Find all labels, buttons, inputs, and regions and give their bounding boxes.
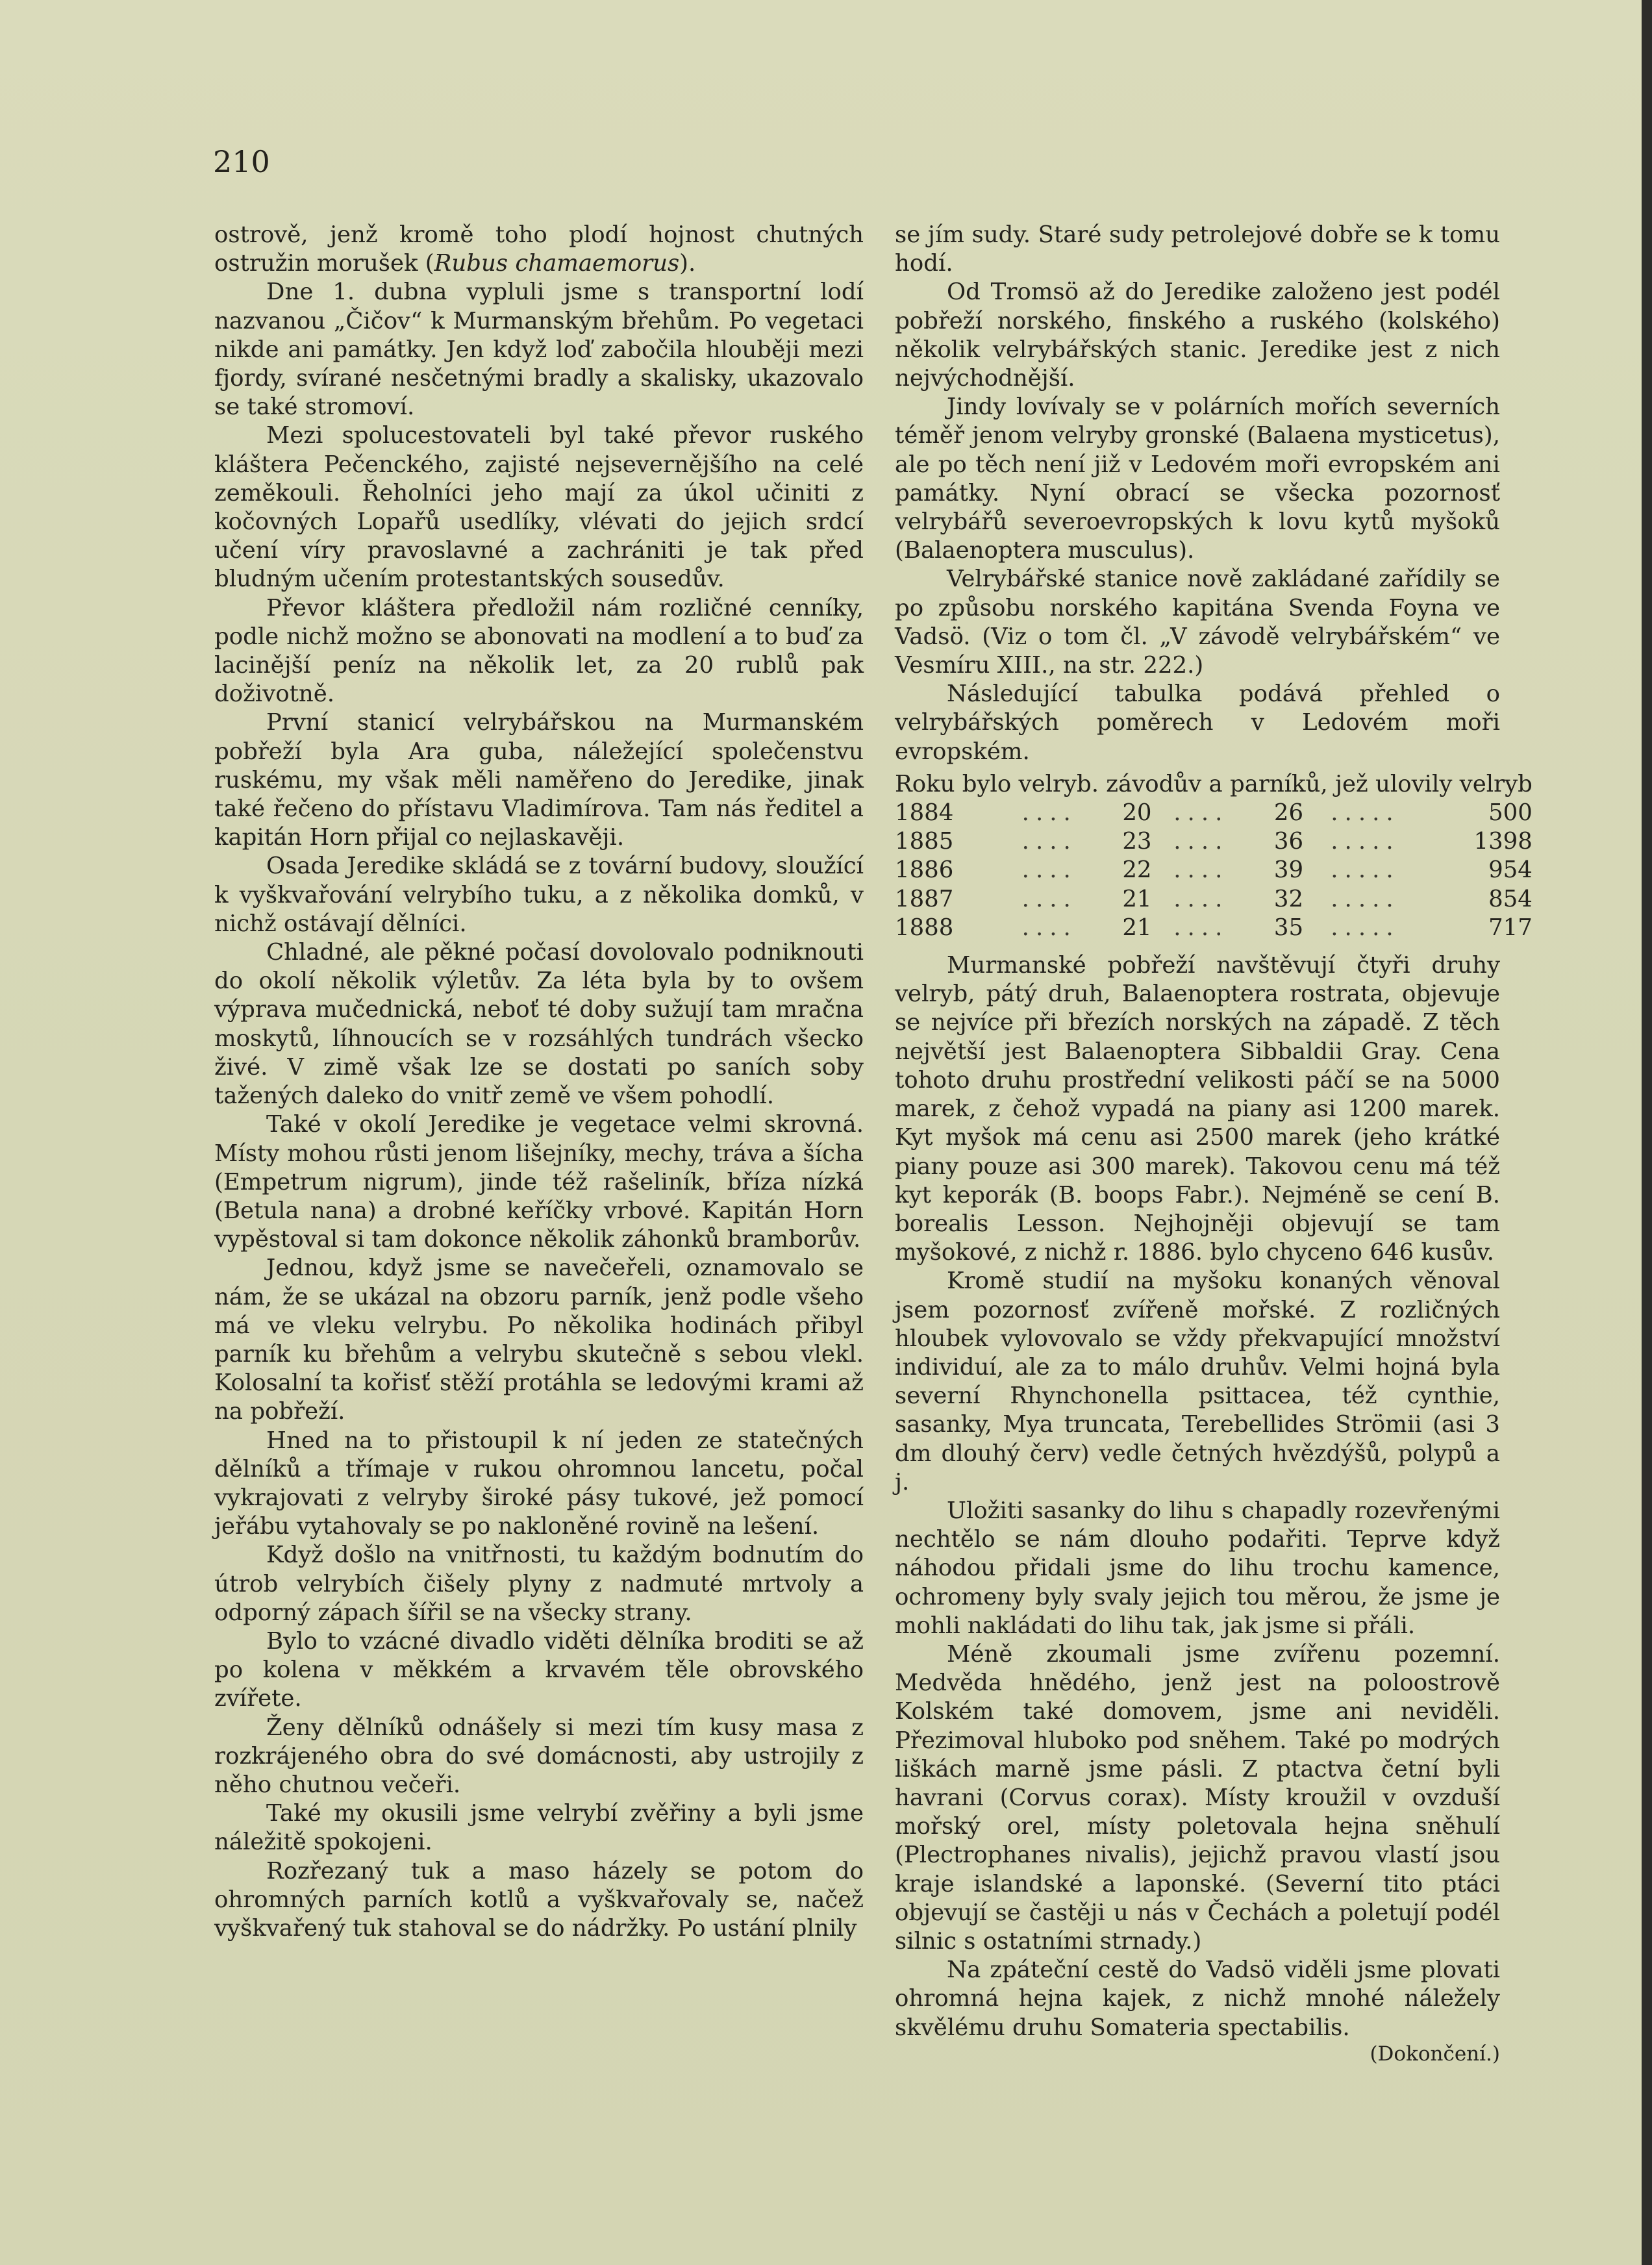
- leader-dots: ....: [1173, 828, 1229, 855]
- paragraph: Když došlo na vnitřnosti, tu každým bodnutím do útrob velrybích čišely plyny z nadmuté mrtvoly a odporný zápach šířil se na všecky strany.: [214, 1542, 864, 1626]
- paragraph: Murmanské pobřeží navštěvují čtyři druhy velryb, pátý druh, Balaenoptera rostrata, objevuje se nejvíce při březích norských na západě. Z těch největší jest Balaenoptera Sibbaldii Gray. Cena tohoto druhu prostřední velikosti páčí se na 5000 marek, z čehož vypadá na piany asi 1200 marek. Kyt myšok má cenu asi 2500 marek (jeho krátké piany pouze asi 300 marek). Takovou cenu má též kyt keporák (B. boops Fabr.). Nejméně se cení B. borealis Lesson. Nejhojněji objevují se tam myšokové, z nichž r. 1886. bylo chyceno 646 kusův.: [895, 952, 1500, 1266]
- paragraph: Také my okusili jsme velrybí zvěřiny a byli jsme náležitě spokojeni.: [214, 1800, 864, 1856]
- steamers-cell: 36: [1273, 828, 1304, 855]
- closing-note: (Dokončení.): [1370, 2042, 1500, 2066]
- steamers-cell: 39: [1273, 857, 1304, 884]
- year-cell: 1886: [895, 857, 954, 884]
- left-column: [214, 221, 864, 1943]
- leader-dots: ....: [1021, 885, 1077, 912]
- leader-dots: ....: [1021, 828, 1077, 855]
- whales-cell: 500: [1488, 799, 1533, 827]
- paragraph: Uložiti sasanky do lihu s chapadly rozevřenými nechtělo se nám dlouho podařiti. Teprve když náhodou přidali jsme do lihu trochu kamence, ochromeny byly svaly jejich tou měrou, že jsme je mohli nakládati do lihu tak, jak jsme si přáli.: [895, 1497, 1500, 1639]
- paragraph: První stanicí velrybářskou na Murmanském pobřeží byla Ara guba, náležející společenstvu ruskému, my však měli naměřeno do Jeredike, jinak také řečeno do přístavu Vladimírova. Tam nás ředitel a kapitán Horn přijal co nejlaskavěji.: [214, 709, 864, 851]
- table-row: [895, 856, 1533, 884]
- whales-cell: 854: [1488, 885, 1533, 912]
- paragraph: Mezi spolucestovateli byl také převor ruského kláštera Pečenckého, zajisté nejsevernějšího na celé zeměkouli. Řeholníci jeho mají za úkol učiniti z kočovných Lopařů usedlíky, vlévati do jejich srdcí učení víry pravoslavné a zachrániti je tak před bludným učením protestantských sousedův.: [214, 422, 864, 593]
- stations-cell: 21: [1122, 885, 1152, 912]
- paragraph: Méně zkoumali jsme zvířenu pozemní. Medvěda hnědého, jenž jest na poloostrově Kolském také domovem, jsme ani neviděli. Přezimoval hluboko pod sněhem. Také po modrých liškách marně jsme pásli. Z ptactva četní byli havrani (Corvus corax). Místy kroužil v ovzduší mořský orel, místy poletovala hejna sněhulí (Plectrophanes nivalis), jejichž pravou vlastí jsou kraje islandské a laponské. (Severní tito ptáci objevují se častěji u nás v Čechách a poletují podél silnic s ostatními strnady.): [895, 1640, 1500, 1955]
- paragraph: Dne 1. dubna vypluli jsme s transportní lodí nazvanou „Čičov“ k Murmanským břehům. Po vegetaci nikde ani památky. Jen když loď zabočila hlouběji mezi fjordy, svírané nesčetnými bradly a skalisky, ukazovalo se také stromoví.: [214, 279, 864, 421]
- paragraph: Následující tabulka podává přehled o velrybářských poměrech v Ledovém moři evropském.: [895, 681, 1500, 765]
- year-cell: 1887: [895, 885, 954, 912]
- stations-cell: 21: [1122, 914, 1152, 941]
- leader-dots: ....: [1173, 799, 1229, 827]
- page-edge-gutter: [1642, 0, 1652, 2265]
- paragraph: Rozřezaný tuk a maso házely se potom do ohromných parních kotlů a vyškvařovaly se, načež vyškvařený tuk stahoval se do nádržky. Po ustání plnily: [214, 1857, 864, 1942]
- paragraph: Jednou, když jsme se navečeřeli, oznamovalo se nám, že se ukázal na obzoru parník, jenž podle všeho má ve vleku velrybu. Po několika hodinách přibyl parník ku břehům a velrybu skutečně s sebou vlekl. Kolosalní ta kořisť stěží protáhla se ledovými krami až na pobřeží.: [214, 1255, 864, 1425]
- leader-dots: ....: [1021, 914, 1077, 941]
- leader-dots: .....: [1331, 799, 1400, 827]
- paragraph: Na zpáteční cestě do Vadsö viděli jsme plovati ohromná hejna kajek, z nichž mnohé náležely skvělému druhu Somateria spectabilis.: [895, 1957, 1500, 2041]
- page-number: 210: [213, 144, 270, 179]
- table-caption: Roku bylo velryb. závodův a parníků, jež ulovily velryb: [895, 770, 1533, 797]
- leader-dots: ....: [1021, 857, 1077, 884]
- leader-dots: .....: [1331, 885, 1400, 912]
- leader-dots: ....: [1173, 885, 1229, 912]
- paragraph: Ženy dělníků odnášely si mezi tím kusy masa z rozkrájeného obra do své domácnosti, aby ustrojily z něho chutnou večeři.: [214, 1714, 864, 1798]
- stations-cell: 23: [1122, 828, 1152, 855]
- year-cell: 1884: [895, 799, 954, 827]
- year-cell: 1885: [895, 828, 954, 855]
- paragraph: ostrově, jenž kromě toho plodí hojnost chutných ostružin morušek (Rubus chamaemorus).: [214, 221, 864, 277]
- paragraph: Velrybářské stanice nově zakládané zařídily se po způsobu norského kapitána Svenda Foyna ve Vadsö. (Viz o tom čl. „V závodě velrybářském“ ve Vesmíru XIII., na str. 222.): [895, 566, 1500, 679]
- leader-dots: ....: [1021, 799, 1077, 827]
- stations-cell: 20: [1122, 799, 1152, 827]
- right-column: [895, 221, 1533, 2066]
- leader-dots: .....: [1331, 914, 1400, 941]
- table-row: [895, 827, 1533, 856]
- paragraph: Osada Jeredike skládá se z tovární budovy, sloužící k vyškvařování velrybího tuku, a z několika domků, v nichž ostávají dělníci.: [214, 853, 864, 937]
- table-body: [895, 799, 1533, 942]
- whales-cell: 1398: [1473, 828, 1533, 855]
- year-cell: 1888: [895, 914, 954, 941]
- table-row: [895, 885, 1533, 914]
- paragraph: Bylo to vzácné divadlo viděti dělníka broditi se až po kolena v měkkém a krvavém těle obrovského zvířete.: [214, 1627, 864, 1712]
- table-row: [895, 799, 1533, 827]
- paragraph: Chladné, ale pěkné počasí dovolovalo podniknouti do okolí několik výletův. Za léta byla by to ovšem výprava mučednická, neboť té doby sužují tam mračna moskytů, líhnoucích se v rozsáhlých tundrách všecko živé. V zimě však lze se dostati po saních soby tažených daleko do vnitř země ve všem pohodlí.: [214, 939, 864, 1110]
- paragraph: se jím sudy. Staré sudy petrolejové dobře se k tomu hodí.: [895, 221, 1500, 277]
- leader-dots: .....: [1331, 828, 1400, 855]
- paragraph: Od Tromsö až do Jeredike založeno jest podél pobřeží norského, finského a ruského (kolského) několik velrybářských stanic. Jeredike jest z nich nejvýchodnější.: [895, 279, 1500, 392]
- paragraph: Také v okolí Jeredike je vegetace velmi skrovná. Místy mohou růsti jenom lišejníky, mechy, tráva a šícha (Empetrum nigrum), jinde též rašeliník, bříza nízká (Betula nana) a drobné keříčky vrbové. Kapitán Horn vypěstoval si tam dokonce několik záhonků bramborův.: [214, 1111, 864, 1253]
- steamers-cell: 26: [1273, 799, 1304, 827]
- whales-cell: 954: [1488, 857, 1533, 884]
- steamers-cell: 35: [1273, 914, 1304, 941]
- leader-dots: ....: [1173, 914, 1229, 941]
- leader-dots: ....: [1173, 857, 1229, 884]
- leader-dots: .....: [1331, 857, 1400, 884]
- whaling-stats-table: [895, 770, 1533, 942]
- paragraph: Kromě studií na myšoku konaných věnoval jsem pozornosť zvířeně mořské. Z rozličných hloubek vylovovalo se vždy překvapující množství individuí, ale za to málo druhův. Velmi hojná byla severní Rhynchonella psittacea, též cynthie, sasanky, Mya truncata, Terebellides Strömii (asi 3 dm dlouhý červ) vedle četných hvězdýšů, polypů a j.: [895, 1268, 1500, 1495]
- paragraph: Převor kláštera předložil nám rozličné cenníky, podle nichž možno se abonovati na modlení a to buď za lacinější peníz na několik let, za 20 rublů pak doživotně.: [214, 594, 864, 708]
- table-row: [895, 914, 1533, 942]
- paragraph: Hned na to přistoupil k ní jeden ze statečných dělníků a třímaje v rukou ohromnou lancetu, počal vykrajovati z velryby široké pásy tukové, jež pomocí jeřábu vytahovaly se po nakloněné rovině na lešení.: [214, 1427, 864, 1540]
- paragraph: Jindy lovívaly se v polárních mořích severních téměř jenom velryby gronské (Balaena mysticetus), ale po těch není již v Ledovém moři evropském ani památky. Nyní obrací se všecka pozornosť velrybářů severoevropských k lovu kytů myšoků (Balaenoptera musculus).: [895, 394, 1500, 564]
- whales-cell: 717: [1488, 914, 1533, 941]
- stations-cell: 22: [1122, 857, 1152, 884]
- steamers-cell: 32: [1273, 885, 1304, 912]
